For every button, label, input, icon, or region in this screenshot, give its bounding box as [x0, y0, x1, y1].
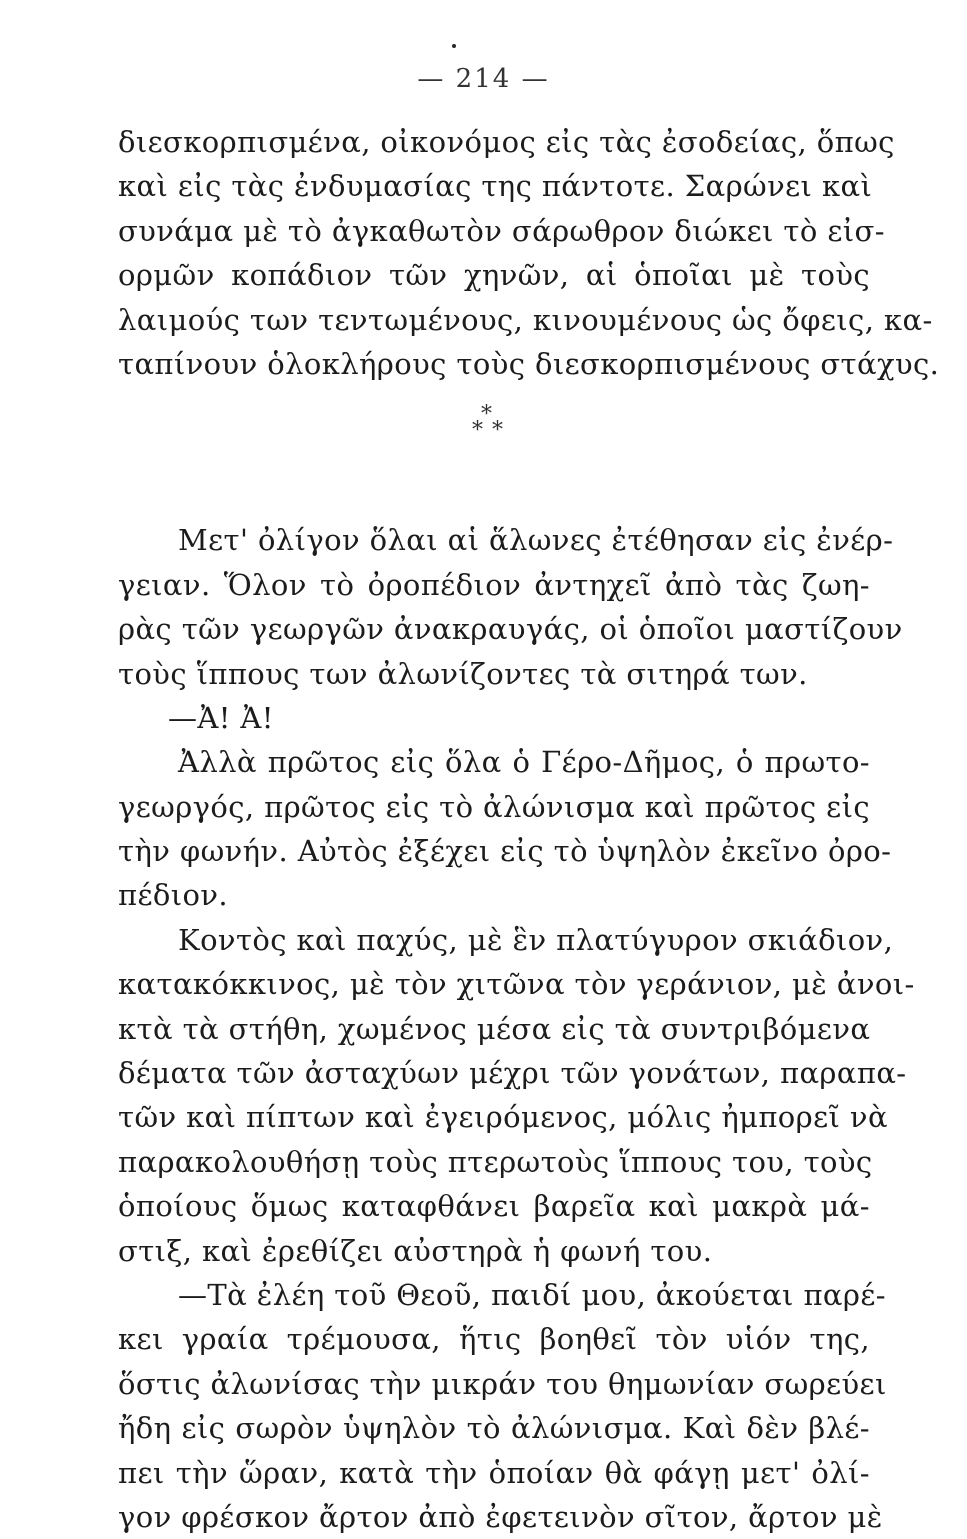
text-line: ἤδη εἰς σωρὸν ὑψηλὸν τὸ ἀλώνισμα. Καὶ δὲν βλέ- — [118, 1411, 870, 1446]
text-line: γον φρέσκον ἄρτον ἀπὸ ἐφετεινὸν σῖτον, ἄρτον μὲ — [118, 1499, 883, 1534]
text-line: καὶ εἰς τὰς ἐνδυμασίας της πάντοτε. Σαρώνει καὶ — [118, 169, 873, 204]
text-line: παρακολουθήσῃ τοὺς πτερωτοὺς ἵππους του, τοὺς — [118, 1144, 873, 1179]
text-line-exclamation: —Ἀ! Ἀ! — [168, 700, 274, 735]
text-line: γειαν. Ὅλον τὸ ὀροπέδιον ἀντηχεῖ ἀπὸ τὰς ζωη- — [118, 567, 870, 602]
page-body — [118, 120, 940, 1539]
text-line: τῶν καὶ πίπτων καὶ ἐγειρόμενος, μόλις ἠμπορεῖ νὰ — [118, 1100, 888, 1135]
text-line: —Τὰ ἐλέη τοῦ Θεοῦ, παιδί μου, ἀκούεται παρέ- — [178, 1277, 886, 1312]
asterisk-mark: * — [481, 402, 492, 428]
text-line: τοὺς ἵππους των ἀλωνίζοντες τὰ σιτηρά των. — [118, 656, 808, 691]
text-line: ταπίνουν ὁλοκλήρους τοὺς διεσκορπισμένους στάχυς. — [118, 346, 940, 381]
text-line: πει τὴν ὥραν, κατὰ τὴν ὁποίαν θὰ φάγῃ μετ' ὀλί- — [118, 1455, 870, 1490]
text-line: συνάμα μὲ τὸ ἀγκαθωτὸν σάρωθρον διώκει τὸ εἰσ- — [118, 213, 885, 248]
text-line: ὅστις ἀλωνίσας τὴν μικράν του θημωνίαν σωρεύει — [118, 1366, 887, 1401]
text-line: τὴν φωνήν. Αὐτὸς ἐξέχει εἰς τὸ ὑψηλὸν ἐκεῖνο ὀρο- — [118, 834, 892, 869]
text-line: κατακόκκινος, μὲ τὸν χιτῶνα τὸν γεράνιον, μὲ ἀνοι- — [118, 967, 915, 1002]
section-break-asterism — [118, 386, 870, 518]
text-line: δέματα τῶν ἀσταχύων μέχρι τῶν γονάτων, παραπα- — [118, 1056, 907, 1091]
asterisk-mark: * — [492, 418, 503, 444]
text-line: ρὰς τῶν γεωργῶν ἀνακραυγάς, οἱ ὁποῖοι μαστίζουν — [118, 612, 903, 647]
text-line: κτὰ τὰ στήθη, χωμένος μέσα εἰς τὰ συντριβόμενα — [118, 1011, 871, 1046]
text-line: Ἀλλὰ πρῶτος εἰς ὅλα ὁ Γέρο-Δῆμος, ὁ πρωτο- — [178, 745, 870, 780]
text-line: λαιμούς των τεντωμένους, κινουμένους ὡς ὄφεις, κα- — [118, 302, 933, 337]
text-line: ὁποίους ὅμως καταφθάνει βαρεῖα καὶ μακρὰ μά- — [118, 1189, 870, 1224]
text-line: στιξ, καὶ ἐρεθίζει αὐστηρὰ ἡ φωνή του. — [118, 1233, 713, 1268]
text-line: πέδιον. — [118, 878, 229, 913]
asterisk-mark: * — [472, 418, 483, 444]
text-line: γεωργός, πρῶτος εἰς τὸ ἀλώνισμα καὶ πρῶτος εἰς — [118, 789, 870, 824]
text-line: ορμῶν κοπάδιον τῶν χηνῶν, αἱ ὁποῖαι μὲ τοὺς — [118, 258, 870, 293]
text-line: κει γραία τρέμουσα, ἥτις βοηθεῖ τὸν υἱόν της, — [118, 1322, 870, 1357]
text-line: Κοντὸς καὶ παχύς, μὲ ἓν πλατύγυρον σκιάδιον, — [178, 922, 894, 957]
text-line: Μετ' ὀλίγον ὅλαι αἱ ἅλωνες ἐτέθησαν εἰς ἐνέρ- — [178, 523, 894, 558]
text-line: διεσκορπισμένα, οἰκονόμος εἰς τὰς ἐσοδείας, ὅπως — [118, 125, 895, 159]
print-speck — [452, 44, 456, 48]
page-number: — 214 — — [417, 64, 550, 94]
